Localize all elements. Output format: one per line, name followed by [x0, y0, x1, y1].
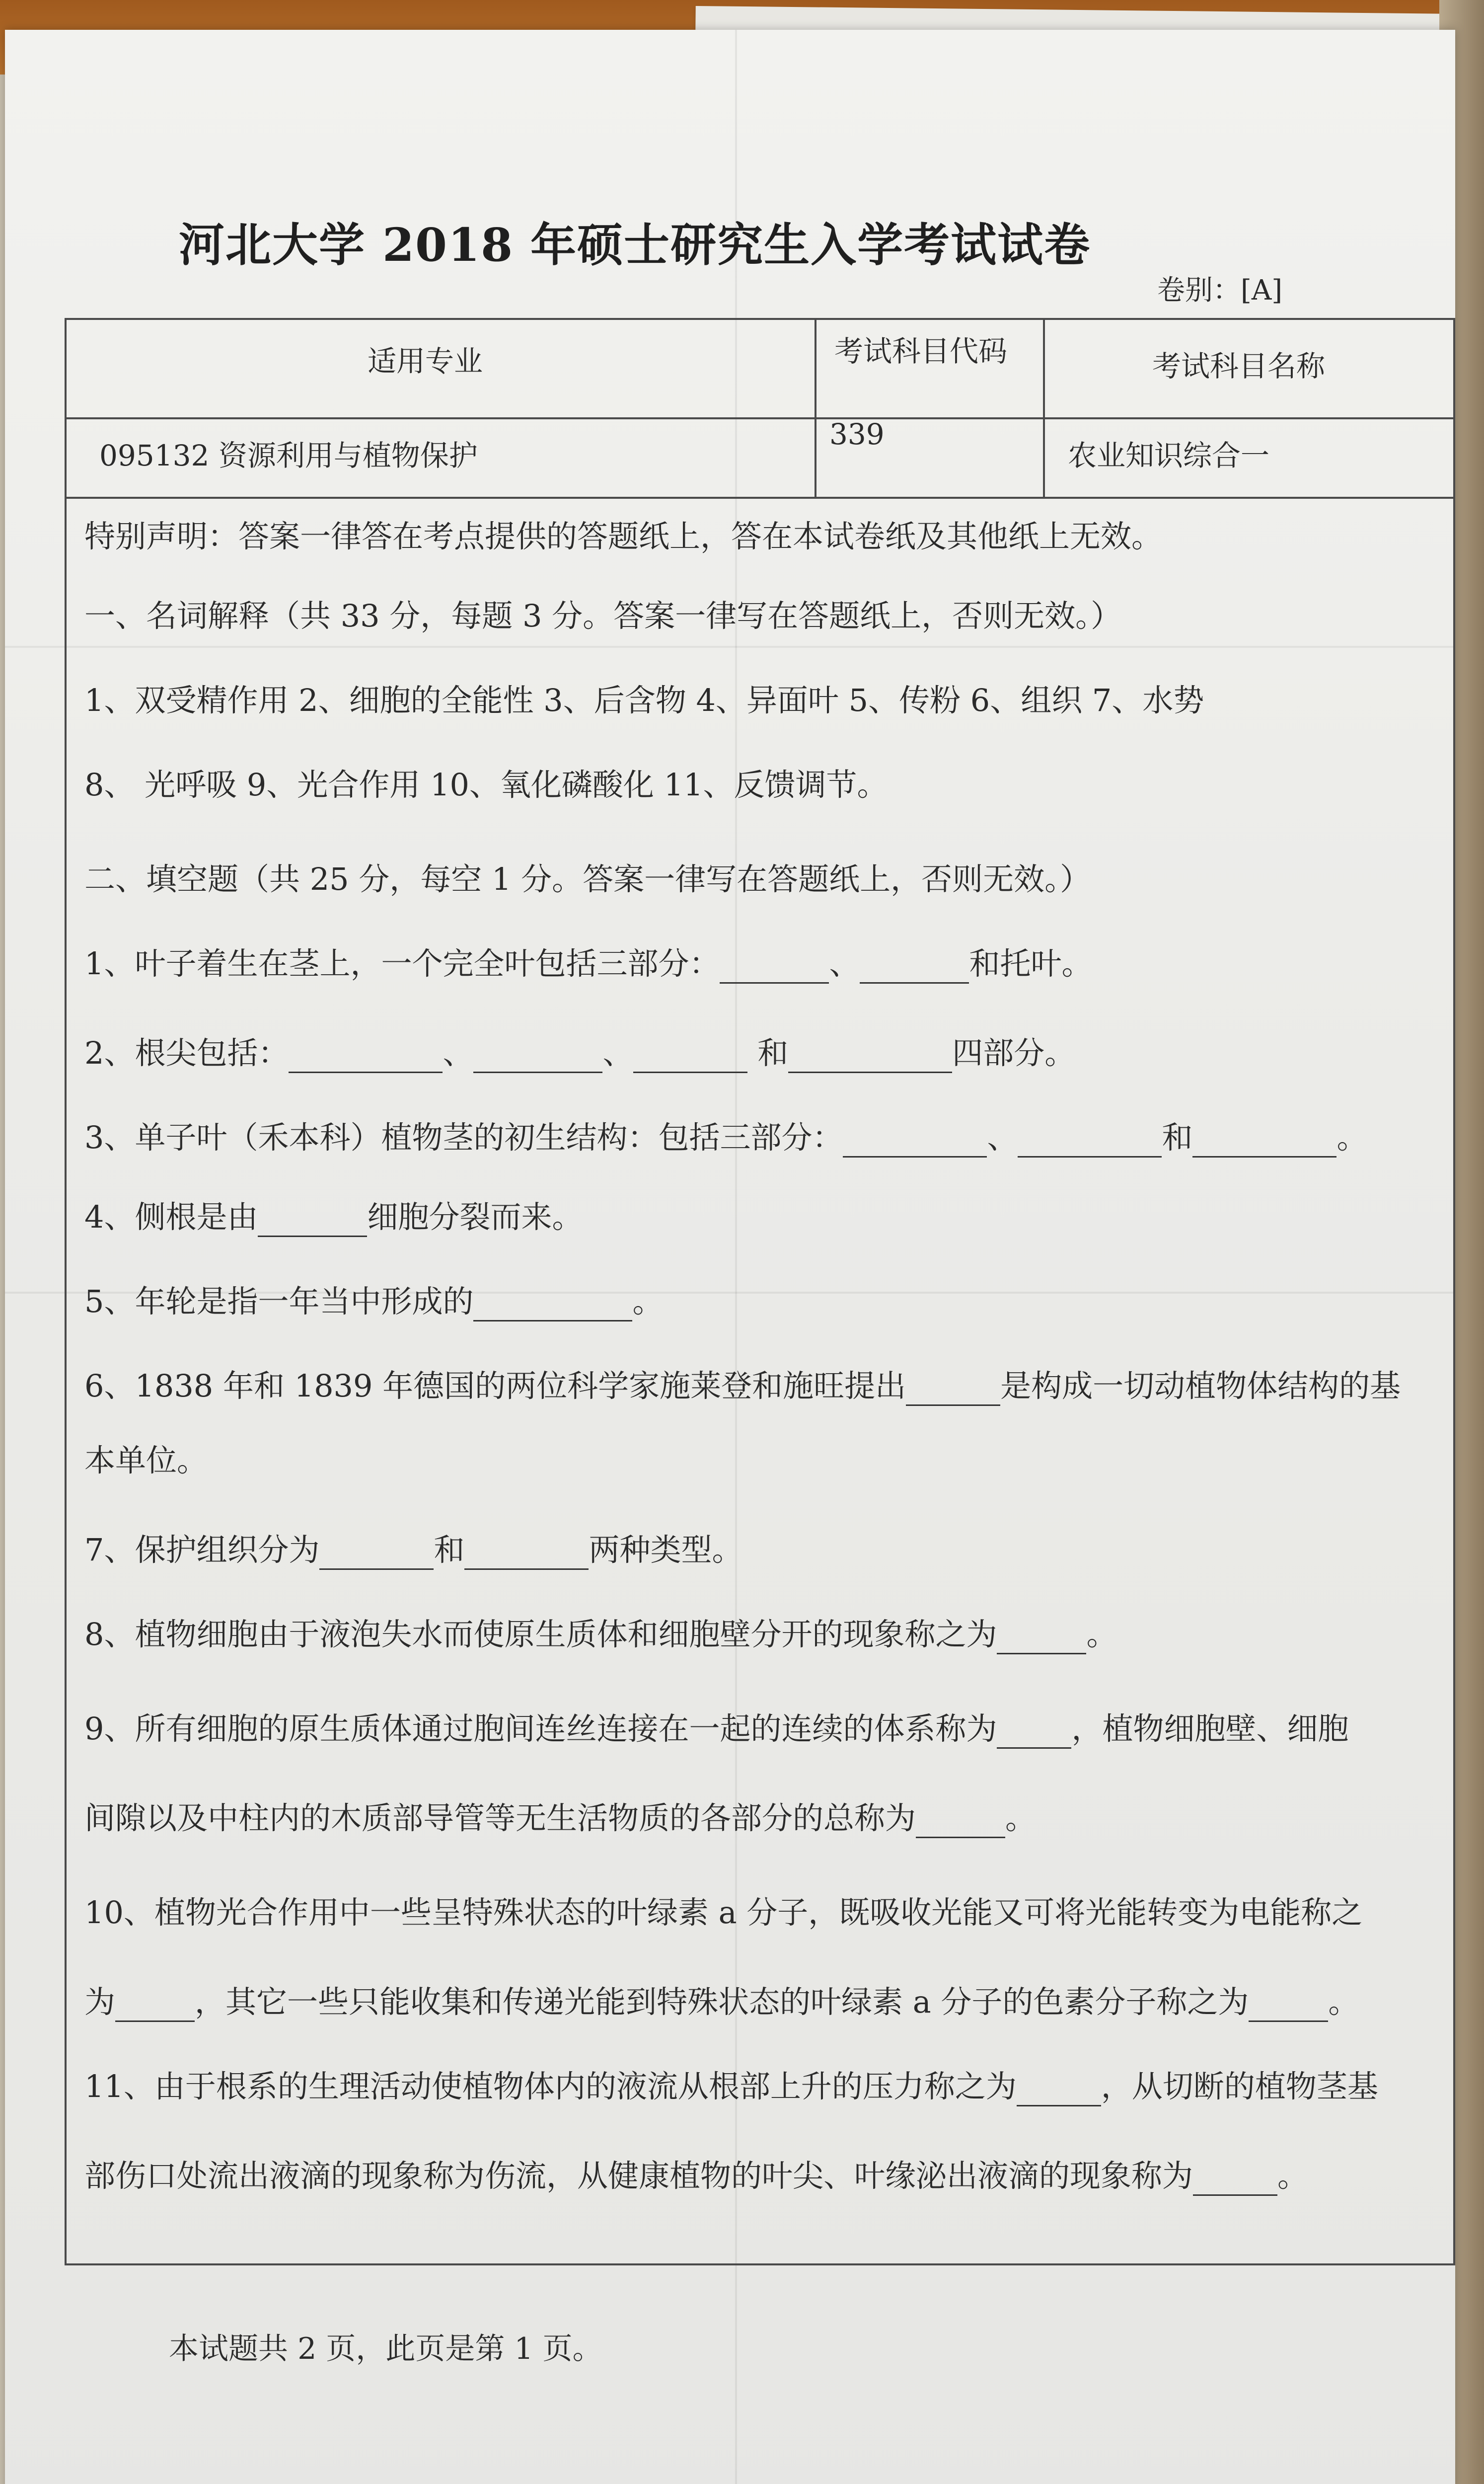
answer-blank	[1018, 1126, 1162, 1158]
table-row-divider	[65, 417, 1455, 419]
answer-blank	[258, 1206, 367, 1237]
answer-blank	[906, 1375, 1000, 1406]
answer-blank	[997, 1623, 1086, 1654]
header-subject-name: 考试科目名称	[1152, 349, 1326, 383]
question-10: 10、植物光合作用中一些呈特殊状态的叶绿素 a 分子，既吸收光能又可将光能转变为电能称之	[84, 1894, 1363, 1931]
section1-heading: 一、名词解释（共 33 分，每题 3 分。答案一律写在答题纸上，否则无效。）	[84, 598, 1122, 634]
answer-blank	[916, 1807, 1005, 1838]
table-bottom-border	[65, 497, 1455, 499]
header-major: 适用专业	[368, 344, 483, 378]
question-1: 1、叶子着生在茎上，一个完全叶包括三部分： 、 和托叶。	[84, 944, 1435, 984]
answer-blank	[319, 1539, 434, 1570]
answer-blank	[788, 1042, 952, 1073]
table-column-divider	[1043, 318, 1045, 497]
answer-blank	[1249, 1991, 1328, 2022]
answer-blank	[115, 1991, 195, 2022]
answer-blank	[720, 952, 829, 984]
answer-blank	[633, 1042, 747, 1073]
question-11: 11、由于根系的生理活动使植物体内的液流从根部上升的压力称之为 ，从切断的植物茎基	[84, 2067, 1435, 2106]
section1-terms-line1: 1、双受精作用 2、细胞的全能性 3、后含物 4、异面叶 5、传粉 6、组织 7、水势	[84, 682, 1204, 718]
question-9: 9、所有细胞的原生质体通过胞间连丝连接在一起的连续的体系称为 ，植物细胞壁、细胞	[84, 1709, 1435, 1749]
special-notice: 特别声明：答案一律答在考点提供的答题纸上，答在本试卷纸及其他纸上无效。	[84, 518, 1163, 554]
answer-blank	[997, 1717, 1071, 1749]
question-6-continued: 本单位。	[84, 1442, 208, 1478]
answer-blank	[1192, 1126, 1336, 1158]
table-column-divider	[815, 318, 816, 497]
question-6: 6、1838 年和 1839 年德国的两位科学家施莱登和施旺提出 是构成一切动植物体结构的基	[84, 1366, 1435, 1406]
subject-code-value: 339	[829, 417, 885, 451]
question-2: 2、根尖包括： 、 、 和 四部分。	[84, 1033, 1435, 1073]
question-5: 5、年轮是指一年当中形成的 。	[84, 1282, 1435, 1321]
paper-type-label: 卷别：[A]	[1157, 274, 1283, 307]
answer-blank	[473, 1042, 602, 1073]
question-4: 4、侧根是由 细胞分裂而来。	[84, 1197, 1435, 1237]
page-footer: 本试题共 2 页，此页是第 1 页。	[169, 2331, 602, 2366]
answer-blank	[1017, 2075, 1101, 2106]
answer-blank	[289, 1042, 443, 1073]
answer-blank	[860, 952, 969, 984]
question-11-continued: 部伤口处流出液滴的现象称为伤流，从健康植物的叶尖、叶缘泌出液滴的现象称为 。	[84, 2156, 1435, 2196]
answer-blank	[843, 1126, 987, 1158]
answer-blank	[464, 1539, 589, 1570]
question-10-continued: 为 ，其它一些只能收集和传递光能到特殊状态的叶绿素 a 分子的色素分子称之为 。	[84, 1982, 1435, 2022]
section2-heading: 二、填空题（共 25 分，每空 1 分。答案一律写在答题纸上，否则无效。）	[84, 861, 1091, 897]
question-9-continued: 间隙以及中柱内的木质部导管等无生活物质的各部分的总称为 。	[84, 1798, 1435, 1838]
exam-title: 河北大学 2018 年硕士研究生入学考试试卷	[179, 218, 1091, 272]
question-3: 3、单子叶（禾本科）植物茎的初生结构：包括三部分： 、 和 。	[84, 1118, 1435, 1158]
header-subject-code: 考试科目代码	[834, 334, 1008, 368]
question-8: 8、植物细胞由于液泡失水而使原生质体和细胞壁分开的现象称之为 。	[84, 1615, 1435, 1654]
major-value: 095132 资源利用与植物保护	[99, 439, 478, 472]
subject-name-value: 农业知识综合一	[1068, 439, 1270, 472]
answer-blank	[1193, 2165, 1277, 2196]
section1-terms-line2: 8、 光呼吸 9、光合作用 10、氧化磷酸化 11、反馈调节。	[84, 767, 888, 803]
question-7: 7、保护组织分为 和 两种类型。	[84, 1530, 1435, 1570]
answer-blank	[473, 1290, 632, 1321]
